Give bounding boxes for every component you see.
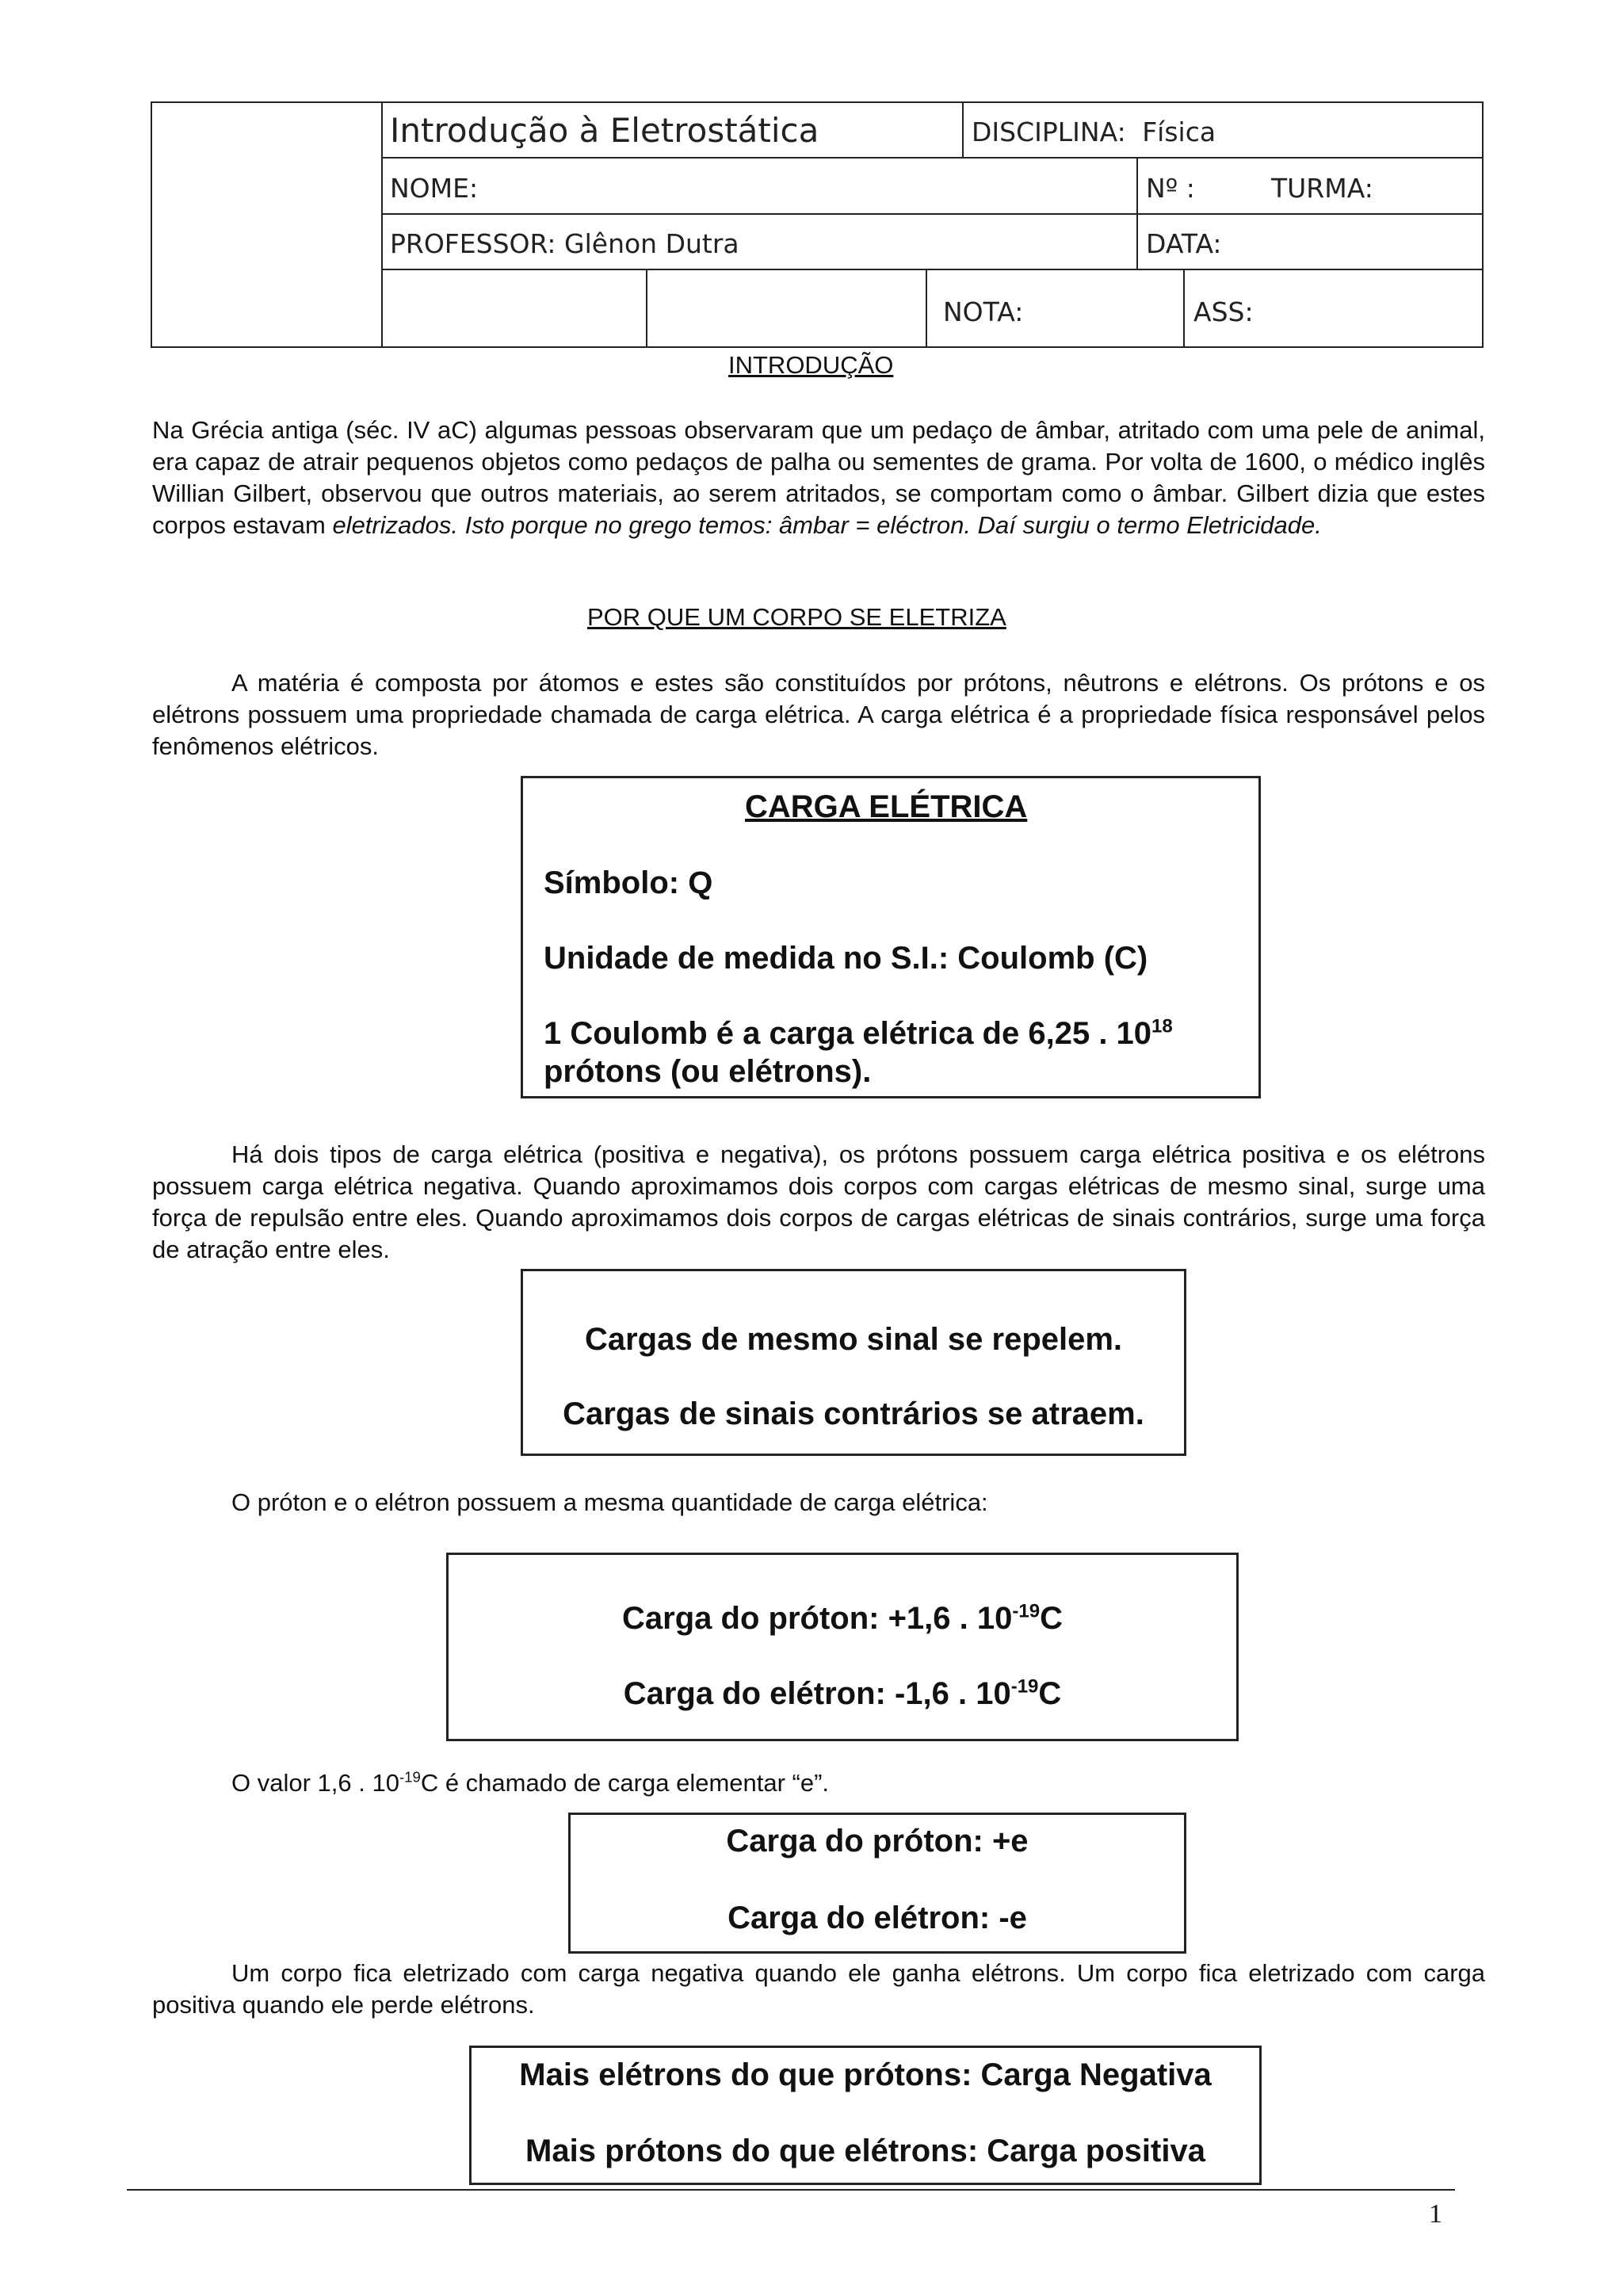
grade-field-label: NOTA: bbox=[943, 296, 1024, 327]
header-divider-row4-c bbox=[1183, 269, 1185, 348]
header-divider-row4-b bbox=[926, 269, 927, 348]
professor-label: PROFESSOR: Glênon Dutra bbox=[390, 228, 739, 259]
charge-unit: Unidade de medida no S.I.: Coulomb (C) bbox=[544, 941, 1148, 976]
coulomb-text: 1 Coulomb é a carga elétrica de 6,25 . 10 bbox=[544, 1016, 1152, 1051]
section-heading-electrify: POR QUE UM CORPO SE ELETRIZA bbox=[587, 603, 1006, 631]
elementary-exponent: -19 bbox=[399, 1768, 421, 1786]
document-title: Introdução à Eletrostática bbox=[390, 111, 819, 150]
electron-charge-unit: C bbox=[1038, 1676, 1062, 1711]
header-row-line-3 bbox=[381, 269, 1484, 270]
elementary-text-prefix: O valor 1,6 . 10 bbox=[231, 1769, 399, 1797]
intro-text-italic: eletrizados. Isto porque no grego temos: âmbar = eléctron. Daí surgiu o termo Eletricidade. bbox=[332, 511, 1322, 539]
header-left-divider bbox=[381, 101, 383, 348]
header-divider-title bbox=[962, 101, 964, 157]
same-charge-paragraph: O próton e o elétron possuem a mesma quantidade de carga elétrica: bbox=[231, 1488, 988, 1516]
coulomb-exponent: 18 bbox=[1151, 1015, 1173, 1037]
name-field-label: NOME: bbox=[390, 173, 479, 204]
charge-symbol: Símbolo: Q bbox=[544, 865, 713, 900]
positive-charge-rule: Mais prótons do que elétrons: Carga positiva bbox=[525, 2134, 1205, 2168]
intro-text: Na Grécia antiga (séc. IV aC) algumas pessoas observaram que um pedaço de âmbar, atritado com uma pele de animal, era capaz de atrair pequenos objetos como pedaços de palha ou sementes de grama. Por volta de 1600, o médico inglês Willian Gilbert, observou que outros materiais, ao serem atritados, se comportam como o âmbar. Gilbert dizia que estes corpos estavam bbox=[152, 416, 1485, 539]
proton-charge-exponent: -19 bbox=[1012, 1600, 1041, 1622]
proton-charge-value bbox=[446, 1601, 1239, 1637]
charge-box-title: CARGA ELÉTRICA bbox=[745, 789, 1028, 824]
proton-e: Carga do próton: +e bbox=[726, 1824, 1029, 1859]
elementary-text-suffix: C é chamado de carga elementar “e”. bbox=[420, 1769, 830, 1797]
discipline-label bbox=[972, 117, 1216, 147]
header-row-line-1 bbox=[381, 157, 1484, 159]
discipline-label-text: DISCIPLINA: bbox=[972, 117, 1126, 147]
intro-heading: INTRODUÇÃO bbox=[728, 351, 894, 379]
rule-unlike-attract: Cargas de sinais contrários se atraem. bbox=[563, 1396, 1144, 1431]
electron-charge-text: Carga do elétron: -1,6 . 10 bbox=[623, 1676, 1011, 1711]
elementary-charge-paragraph bbox=[152, 1767, 1485, 1799]
page-number: 1 bbox=[1429, 2199, 1442, 2229]
proton-charge-unit: C bbox=[1040, 1601, 1063, 1636]
header-divider-row4-a bbox=[646, 269, 647, 348]
proton-charge-text: Carga do próton: +1,6 . 10 bbox=[622, 1601, 1013, 1636]
electron-charge-exponent: -19 bbox=[1010, 1675, 1039, 1698]
charge-types-paragraph: Há dois tipos de carga elétrica (positiva e negativa), os prótons possuem carga elétrica positiva e os elétrons possuem carga elétrica negativa. Quando aproximamos dois corpos com cargas elétricas de mesmo sinal, surge uma força de repulsão entre eles. Quando aproximamos dois corpos de cargas elétricas de sinais contrários, surge uma força de atração entre eles. bbox=[152, 1140, 1485, 1263]
class-field-label: TURMA: bbox=[1271, 173, 1373, 204]
signature-field-label: ASS: bbox=[1193, 296, 1254, 327]
electron-charge-value bbox=[446, 1676, 1239, 1712]
footer-rule bbox=[127, 2189, 1455, 2191]
negative-charge-rule: Mais elétrons do que prótons: Carga Negativa bbox=[519, 2057, 1212, 2092]
discipline-value: Física bbox=[1142, 117, 1216, 147]
electron-e: Carga do elétron: -e bbox=[727, 1901, 1027, 1935]
number-field-label: Nº : bbox=[1146, 173, 1195, 204]
header-divider-nome bbox=[1136, 157, 1138, 269]
rule-like-repel: Cargas de mesmo sinal se repelem. bbox=[584, 1322, 1123, 1357]
charge-values-box bbox=[446, 1553, 1239, 1741]
electrified-paragraph: Um corpo fica eletrizado com carga negativa quando ele ganha elétrons. Um corpo fica eletrizado com carga positiva quando ele perde elétrons. bbox=[152, 1959, 1485, 2019]
coulomb-definition-line2: prótons (ou elétrons). bbox=[544, 1054, 872, 1089]
coulomb-definition-line1 bbox=[544, 1016, 1173, 1052]
header-row-line-2 bbox=[381, 213, 1484, 215]
section-electrify-paragraph: A matéria é composta por átomos e estes são constituídos por prótons, nêutrons e elétrons. Os prótons e os elétrons possuem uma propriedade chamada de carga elétrica. A carga elétrica é a propriedade física responsável pelos fenômenos elétricos. bbox=[152, 669, 1485, 760]
date-field-label: DATA: bbox=[1146, 228, 1222, 259]
intro-paragraph bbox=[152, 415, 1485, 541]
